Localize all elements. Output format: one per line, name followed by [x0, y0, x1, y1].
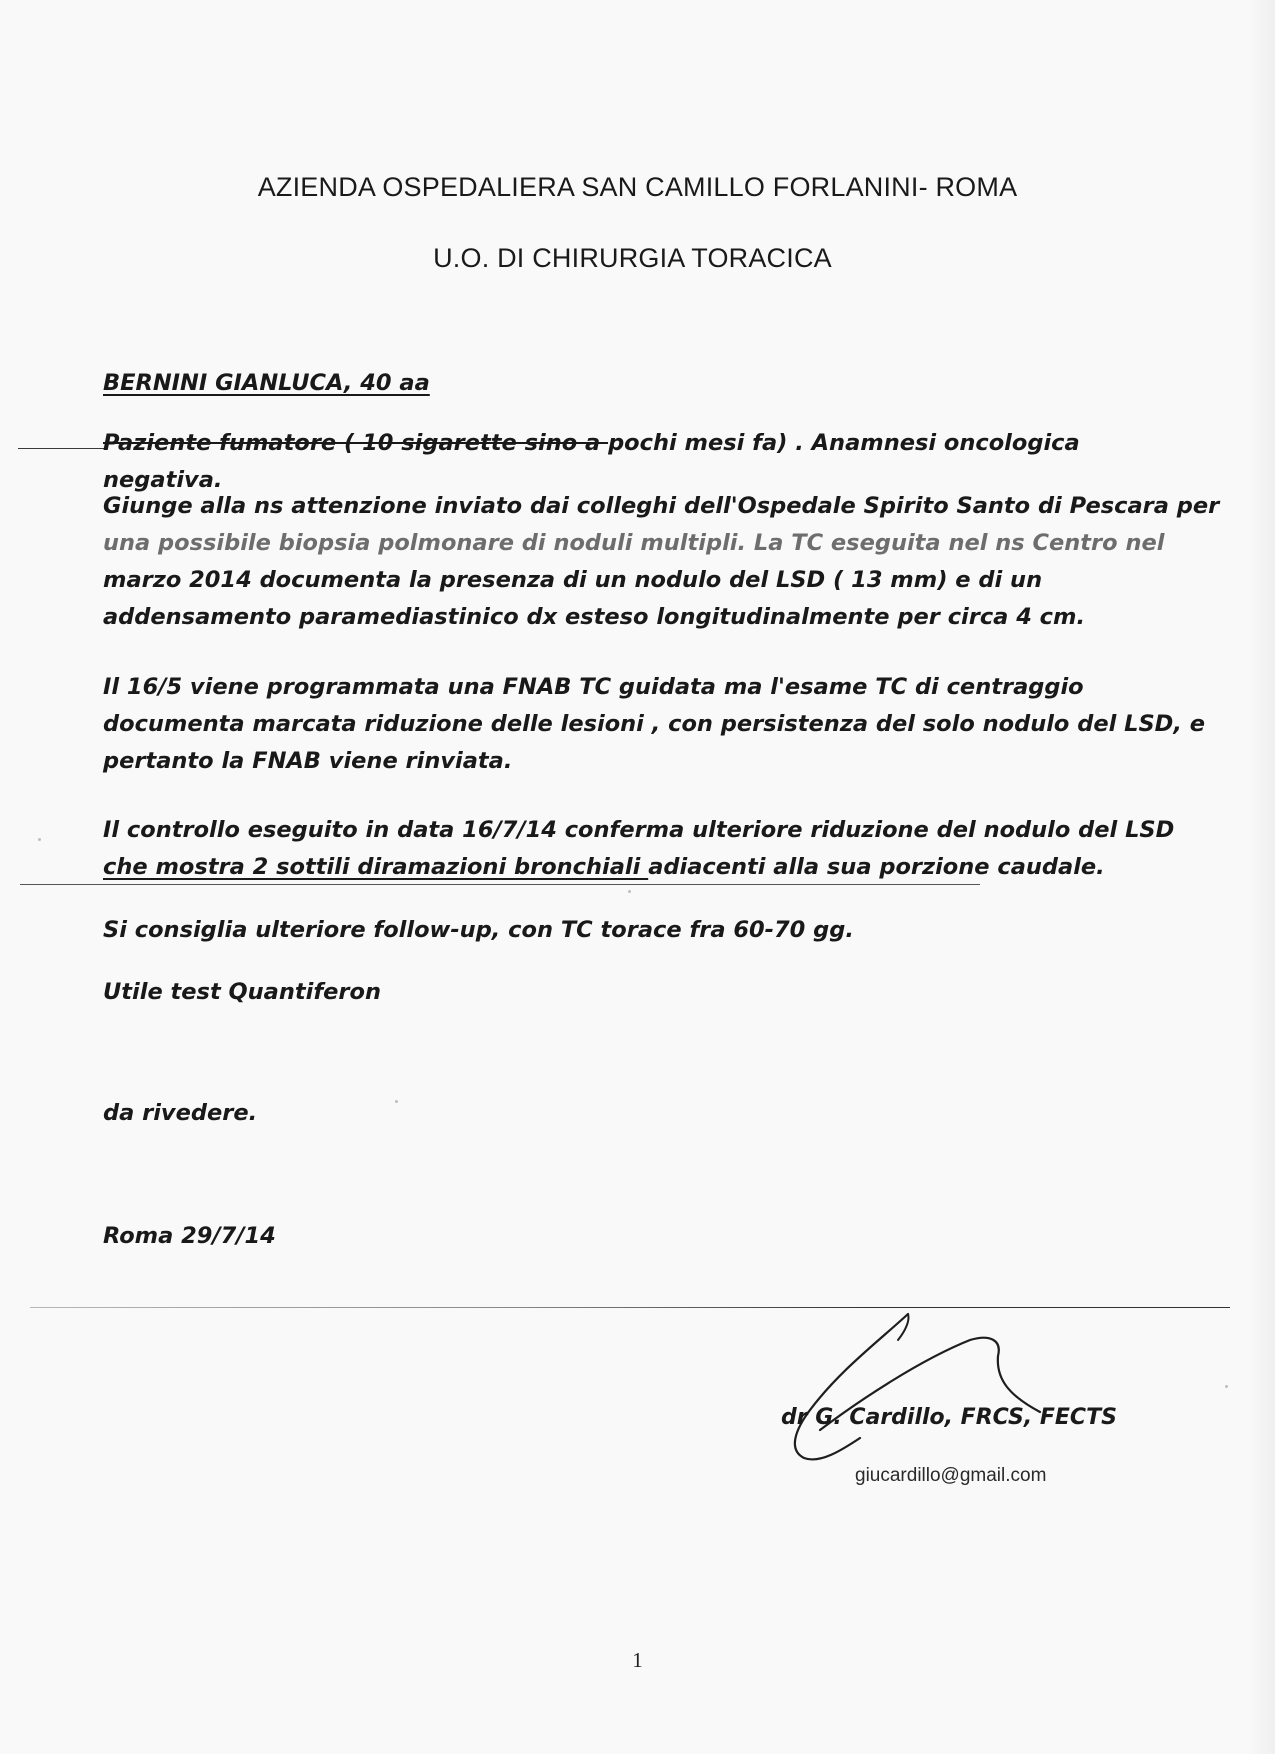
place-date: Roma 29/7/14: [103, 1223, 276, 1249]
paragraph-line: addensamento paramediastinico dx esteso longitudinalmente per circa 4 cm.: [103, 604, 1086, 630]
paragraph-test: Utile test Quantiferon: [103, 979, 381, 1005]
underlined-text: che mostra 2 sottili diramazioni bronchiali: [103, 854, 649, 880]
patient-name: BERNINI GIANLUCA, 40 aa: [103, 370, 430, 396]
scan-speck: [395, 1100, 398, 1103]
history-struck-text: Paziente fumatore ( 10 sigarette sino a: [103, 430, 609, 456]
handwritten-signature: [780, 1300, 1070, 1470]
paragraph-referral: [103, 488, 1220, 636]
paragraph-line: Il 16/5 viene programmata una FNAB TC guidata ma l'esame TC di centraggio: [103, 674, 1084, 700]
scan-speck: [38, 838, 41, 841]
scan-speck: [628, 890, 631, 893]
paragraph-line: Giunge alla ns attenzione inviato dai colleghi dell'Ospedale Spirito Santo di Pescara per: [103, 493, 1220, 519]
signer-name: dr G. Cardillo, FRCS, FECTS: [781, 1405, 1117, 1430]
paragraph-followup: Si consiglia ulteriore follow-up, con TC torace fra 60-70 gg.: [103, 917, 854, 943]
paragraph-line: documenta marcata riduzione delle lesioni , con persistenza del solo nodulo del LSD, e: [103, 711, 1205, 737]
scan-speck: [1225, 1385, 1228, 1388]
paragraph-fnab: [103, 669, 1205, 780]
page-number: 1: [632, 1648, 643, 1672]
paragraph-line: [103, 849, 1183, 886]
scan-line: [20, 884, 980, 885]
paragraph-text: adiacenti alla sua porzione caudale.: [648, 854, 1105, 880]
signer-email: giucardillo@gmail.com: [855, 1465, 1047, 1486]
margin-strike-line: [18, 448, 108, 449]
paragraph-review: da rivedere.: [103, 1100, 258, 1126]
paragraph-line: Il controllo eseguito in data 16/7/14 conferma ulteriore riduzione del nodulo del LSD: [103, 817, 1175, 843]
paragraph-line: pertanto la FNAB viene rinviata.: [103, 748, 513, 774]
paragraph-line: marzo 2014 documenta la presenza di un nodulo del LSD ( 13 mm) e di un: [103, 567, 1043, 593]
unit-header: U.O. DI CHIRURGIA TORACICA: [433, 243, 832, 273]
paragraph-line: una possibile biopsia polmonare di noduli multipli. La TC eseguita nel ns Centro nel: [103, 530, 1165, 556]
history-text: pochi mesi fa) . Anamnesi oncologica negativa.: [103, 430, 1080, 493]
paragraph-control: [103, 812, 1183, 886]
institution-header: AZIENDA OSPEDALIERA SAN CAMILLO FORLANINI- ROMA: [257, 172, 1018, 202]
